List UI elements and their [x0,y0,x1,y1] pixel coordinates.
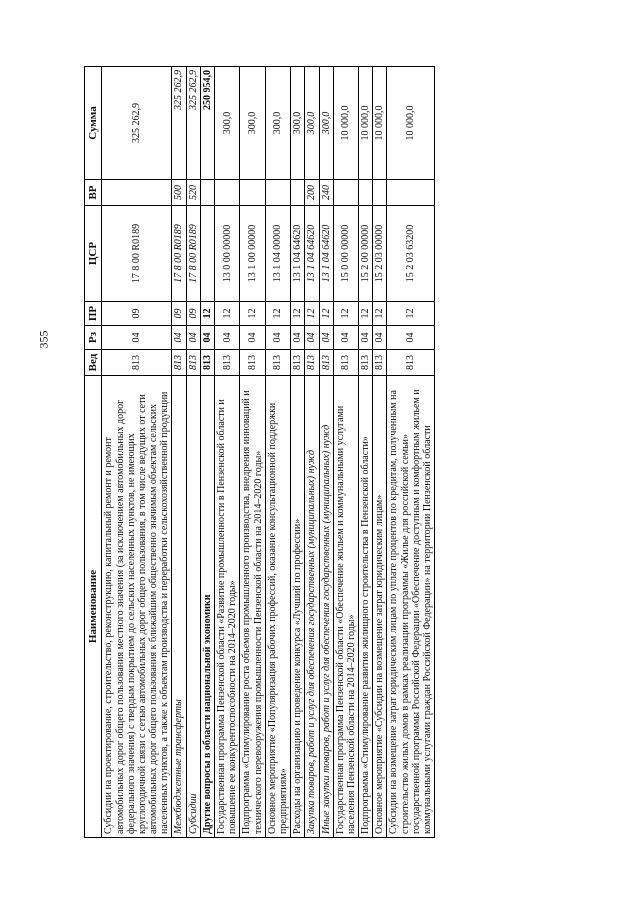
row-vr [387,180,435,206]
row-rz: 04 [186,326,200,350]
row-vr: 520 [186,180,200,206]
header-ved: Вед [85,350,102,376]
row-csr [200,206,214,302]
row-ved: 813 [102,350,172,376]
row-pr: 09 [102,302,172,326]
header-rz: Рз [85,326,102,350]
row-pr: 12 [265,302,290,326]
row-ved: 813 [319,350,333,376]
table-row [215,67,240,838]
row-ved: 813 [240,350,265,376]
row-csr: 17 8 00 R0189 [102,206,172,302]
row-vr: 240 [319,180,333,206]
row-ved: 813 [215,350,240,376]
row-ved: 813 [265,350,290,376]
row-name: Подпрограмма «Стимулирование роста объемов промышленного производства, внедрения инноваций и технического перевооружения промышленности Пензенской области на 2014–2020 годы» [240,376,265,838]
row-sum: 300,0 [240,67,265,180]
row-vr [359,180,373,206]
header-pr: ПР [85,302,102,326]
table-row [387,67,435,838]
row-csr: 15 2 00 00000 [359,206,373,302]
row-vr [215,180,240,206]
row-ved: 813 [186,350,200,376]
row-ved: 813 [359,350,373,376]
row-csr: 13 1 00 00000 [240,206,265,302]
row-rz: 04 [333,326,358,350]
row-pr: 09 [186,302,200,326]
row-rz: 04 [359,326,373,350]
table-row [359,67,373,838]
header-name: Наименование [85,376,102,838]
row-name: Межбюджетные трансферты [172,376,186,838]
row-csr: 13 1 04 64620 [305,206,319,302]
row-vr: 200 [305,180,319,206]
row-ved: 813 [172,350,186,376]
row-pr: 12 [359,302,373,326]
row-pr: 09 [172,302,186,326]
row-ved: 813 [200,350,214,376]
row-csr: 13 1 04 64620 [319,206,333,302]
row-csr: 13 1 04 64620 [291,206,305,302]
row-pr: 12 [305,302,319,326]
row-pr: 12 [387,302,435,326]
row-ved: 813 [373,350,387,376]
row-name: Основное мероприятие «Популяризация рабочих профессий, оказание консультационной поддержки предприятиям» [265,376,290,838]
row-sum: 325 262,9 [102,67,172,180]
row-sum: 10 000,0 [373,67,387,180]
table-row [265,67,290,838]
row-csr: 15 2 03 63200 [387,206,435,302]
table-row [291,67,305,838]
budget-table [84,66,435,838]
row-csr: 15 2 03 00000 [373,206,387,302]
row-pr: 12 [215,302,240,326]
row-rz: 04 [291,326,305,350]
table-row [240,67,265,838]
row-sum: 300,0 [319,67,333,180]
row-name: Субсидии на проектирование, строительство, реконструкцию, капитальный ремонт и ремонт автомобильных дорог общего пользования местного значения (за исключением автомобильных дорог федерального значения) с твердым покрытием до сельских населенных пунктов, не имеющих круглогодичной связи с сетью автомобильных дорог общего пользования, в том числе ведущих от сети автомобильных дорог общего пользования к ближайшим общественно значимым объектам сельских населенных пунктов, а также к объектам производства и переработки сельскохозяйственной продукции [102,376,172,838]
row-ved: 813 [387,350,435,376]
row-pr: 12 [373,302,387,326]
row-name: Другие вопросы в области национальной экономики [200,376,214,838]
row-sum: 325 262,9 [172,67,186,180]
row-rz: 04 [373,326,387,350]
row-name: Закупка товаров, работ и услуг для обеспечения государственных (муниципальных) нужд [305,376,319,838]
row-csr: 13 0 00 00000 [215,206,240,302]
row-sum: 300,0 [215,67,240,180]
row-vr [102,180,172,206]
row-name: Иные закупки товаров, работ и услуг для обеспечения государственных (муниципальных) нужд [319,376,333,838]
row-pr: 12 [291,302,305,326]
row-rz: 04 [172,326,186,350]
row-sum: 10 000,0 [359,67,373,180]
row-sum: 300,0 [265,67,290,180]
page-number: 355 [36,330,51,349]
table-row [186,67,200,838]
row-name: Государственная программа Пензенской области «Развитие промышленности в Пензенской области и повышение ее конкурентоспособности на 2014–2020 годы» [215,376,240,838]
row-pr: 12 [333,302,358,326]
table-row [333,67,358,838]
row-rz: 04 [200,326,214,350]
row-sum: 325 262,9 [186,67,200,180]
header-csr: ЦСР [85,206,102,302]
rotated-table-container [84,67,435,838]
row-vr [200,180,214,206]
table-header-row [85,67,102,838]
table-row [305,67,319,838]
row-name: Основное мероприятие «Субсидии на возмещение затрат юридическим лицам» [373,376,387,838]
row-name: Субсидии [186,376,200,838]
row-sum: 10 000,0 [333,67,358,180]
row-rz: 04 [240,326,265,350]
row-ved: 813 [333,350,358,376]
row-csr: 13 1 04 00000 [265,206,290,302]
row-vr [240,180,265,206]
row-pr: 12 [200,302,214,326]
table-row [373,67,387,838]
header-vr: ВР [85,180,102,206]
table-row [200,67,214,838]
row-rz: 04 [305,326,319,350]
row-vr [333,180,358,206]
row-csr: 17 8 00 R0189 [186,206,200,302]
row-sum: 10 000,0 [387,67,435,180]
row-vr [373,180,387,206]
row-rz: 04 [215,326,240,350]
row-rz: 04 [265,326,290,350]
row-ved: 813 [291,350,305,376]
table-row [319,67,333,838]
row-csr: 15 0 00 00000 [333,206,358,302]
row-rz: 04 [102,326,172,350]
row-name: Субсидии на возмещение затрат юридическим лицам по уплате процентов по кредитам, полученным на строительство жилых домов в рамках реализации программы «Жилье для российской семьи» государственной программы Российской Федерации «Обеспечение доступным и комфортным жильем и коммунальными услугами граждан Российской Федерации» на территории Пензенской области [387,376,435,838]
table-row [172,67,186,838]
row-sum: 300,0 [291,67,305,180]
row-sum: 250 954,0 [200,67,214,180]
row-name: Расходы на организацию и проведение конкурса «Лучший по профессии» [291,376,305,838]
row-name: Государственная программа Пензенской области «Обеспечение жильем и коммунальными услугами населения Пензенской области на 2014–2020 годы» [333,376,358,838]
header-sum: Сумма [85,67,102,180]
row-rz: 04 [319,326,333,350]
row-csr: 17 8 00 R0189 [172,206,186,302]
row-rz: 04 [387,326,435,350]
row-vr [291,180,305,206]
row-pr: 12 [240,302,265,326]
row-ved: 813 [305,350,319,376]
table-row [102,67,172,838]
row-pr: 12 [319,302,333,326]
row-vr [265,180,290,206]
row-sum: 300,0 [305,67,319,180]
row-vr: 500 [172,180,186,206]
row-name: Подпрограмма «Стимулирование развития жилищного строительства в Пензенской области» [359,376,373,838]
